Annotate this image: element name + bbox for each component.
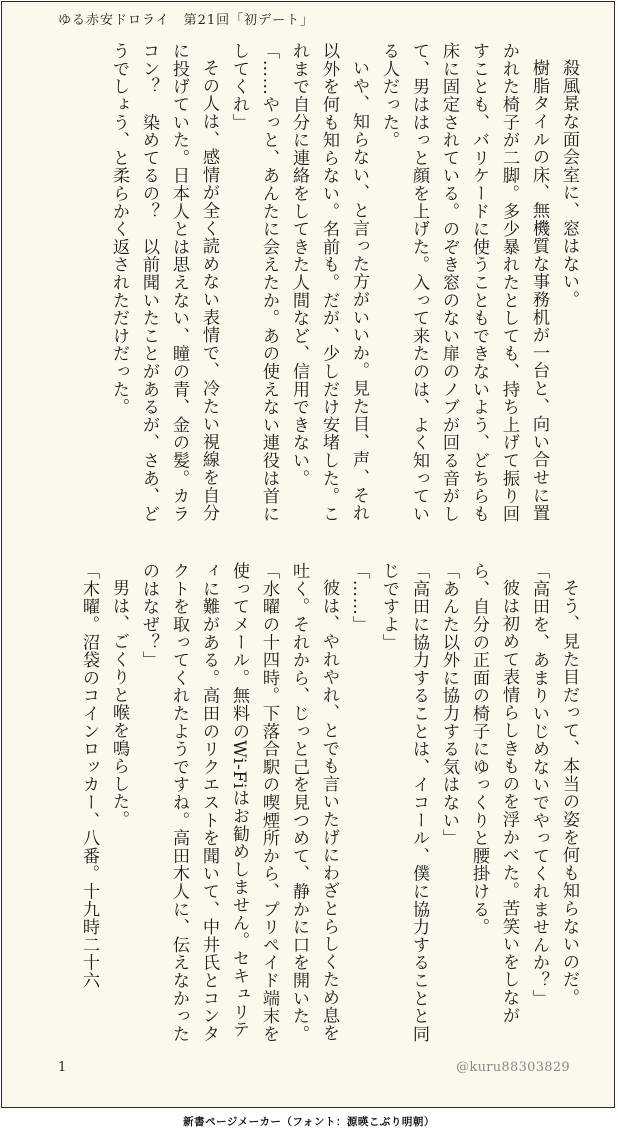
- page-number: 1: [58, 1060, 67, 1075]
- paragraph: 「高田を、あまりいじめないでやってくれませんか？」: [529, 562, 549, 1007]
- paragraph: 「……やっと、あんたに会えたか。あの使えない連役は首にしてくれ」: [229, 42, 279, 523]
- paragraph: 「木曜。沼袋のコインロッカー、八番。十九時二十六: [79, 562, 99, 990]
- paragraph: 彼は、やれやれ、とでも言いたげにわざとらしくため息を吐く。それから、じっと己を見つめて、静かに口を開いた。: [289, 562, 339, 1043]
- generator-credit: 新書ページメーカー（フォント：源暎こぶり明朝）: [183, 1116, 435, 1128]
- paragraph: 男は、ごくりと喉を鳴らした。: [109, 579, 129, 829]
- paragraph: そう、見た目だって、本当の姿を何も知らないのだ。: [559, 579, 579, 1007]
- text-block-top: [56, 42, 584, 524]
- paragraph: 樹脂タイルの床、無機質な事務机が一台と、向い合せに置かれた椅子が二脚。多少暴れたとしても、持ち上げて振り回すことも、バリケードに使うこともできないよう、どちらも床に固定されている。のぞき窓のない扉のノブが回る音がして、男ははっと顔を上げた。入って来たのは、よく知っている人だった。: [379, 42, 549, 523]
- paragraph: 「高田に協力することは、イコール、僕に協力することと同じですよ」: [379, 562, 429, 1043]
- paragraph: 「あんた以外に協力する気はない」: [439, 562, 459, 847]
- paragraph: 彼は初めて表情らしきものを浮かべた。苦笑いをしながら、自分の正面の椅子にゆっくりと腰掛ける。: [469, 562, 519, 1025]
- author-handle: @kuru88303829: [456, 1060, 570, 1075]
- running-header: ゆる赤安ドロライ 第21回「初デート」: [58, 13, 315, 28]
- paragraph: 「……」: [349, 562, 369, 634]
- book-page: [1, 1, 615, 1108]
- paragraph: その人は、感情が全く読めない表情で、冷たい視線を自分に投げていた。日本人とは思えない、瞳の青、金の髪。カラコン？ 染めてるの？ 以前聞いたことがあるが、さあ、どうでしょう、と柔らかく返されただけだった。: [109, 42, 219, 523]
- paragraph: いや、知らない、と言った方がいいか。見た目、声、それ以外を何も知らない。名前も。だが、少しだけ安堵した。これまで自分に連絡をしてきた人間など、信用できない。: [289, 42, 369, 523]
- text-block-bottom: [56, 562, 584, 1044]
- paragraph: 「水曜の十四時。下落合駅の喫煙所から、プリペイド端末を使ってメール。無料のWi‐Fiはお勧めしません。セキュリティに難がある。高田のリクエストを聞いて、中井氏とコンタクトを取ってくれたようですね。高田木人に、伝えなかったのはなぜ？」: [139, 562, 279, 1043]
- paragraph: 殺風景な面会室に、窓はない。: [559, 59, 579, 309]
